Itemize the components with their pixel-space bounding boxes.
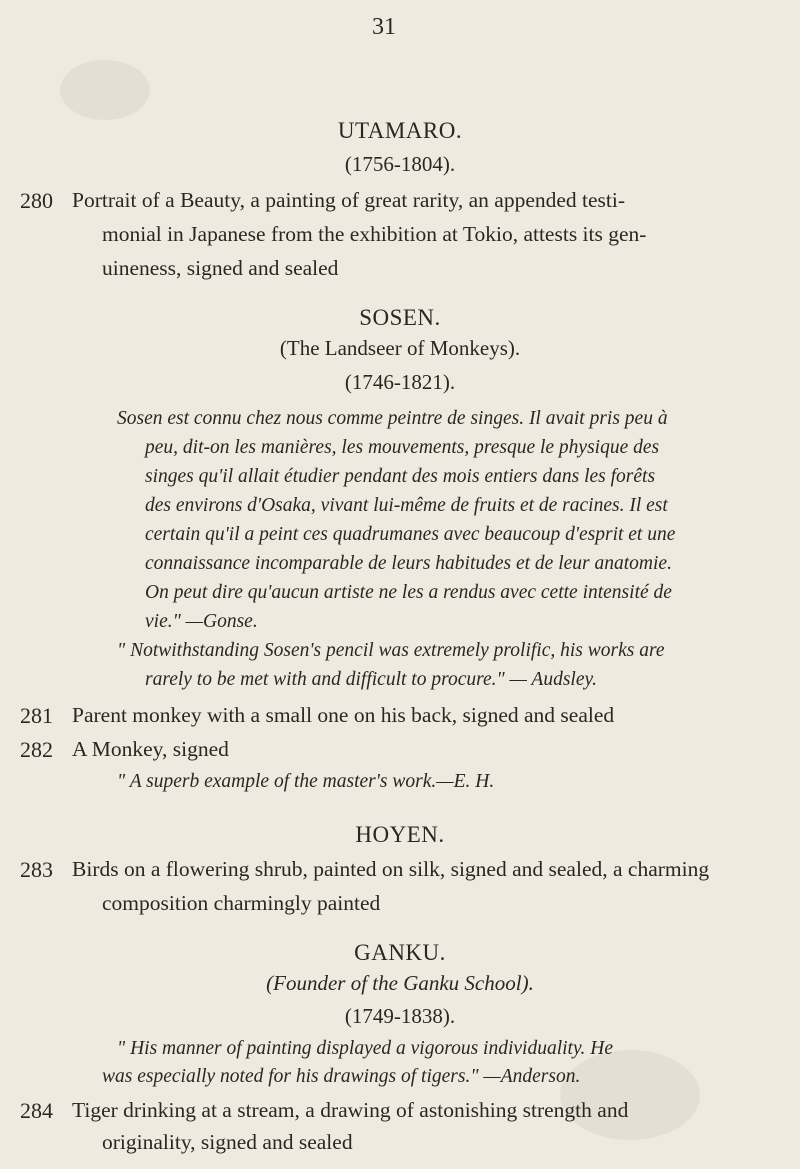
paper-stain — [60, 60, 150, 120]
lot-description: Portrait of a Beauty, a painting of great rarity, an appended testi- — [72, 188, 626, 212]
quote-line: " His manner of painting displayed a vigorous individuality. He — [117, 1038, 614, 1059]
lot-description: Tiger drinking at a stream, a drawing of astonishing strength and — [72, 1098, 629, 1122]
lot-description: A Monkey, signed — [72, 737, 229, 761]
artist-dates: (1746-1821). — [344, 370, 456, 394]
lot-description: Birds on a flowering shrub, painted on silk, signed and sealed, a charming — [72, 857, 710, 881]
quote-line: connaissance incomparable de leurs habitudes et de leur anatomie. — [145, 553, 672, 574]
quote-line: vie." —Gonse. — [145, 611, 258, 632]
quote-line: On peut dire qu'aucun artiste ne les a rendus avec cette intensité de — [145, 582, 672, 603]
quote-line: was especially noted for his drawings of tigers." —Anderson. — [102, 1066, 581, 1087]
lot-number: 284 — [20, 1098, 53, 1123]
lot-description: uineness, signed and sealed — [102, 256, 339, 280]
artist-dates: (1756-1804). — [344, 152, 456, 176]
artist-dates: (1749-1838). — [344, 1004, 456, 1028]
lot-description: monial in Japanese from the exhibition at Tokio, attests its gen- — [102, 222, 647, 246]
artist-heading: UTAMARO. — [337, 118, 463, 143]
artist-heading: GANKU. — [354, 940, 446, 965]
page-number: 31 — [372, 14, 396, 40]
artist-subtitle: (Founder of the Ganku School). — [266, 971, 534, 995]
lot-description: originality, signed and sealed — [102, 1130, 353, 1154]
paper-stain — [560, 1050, 700, 1140]
quote-line: " A superb example of the master's work.—E. H. — [117, 771, 495, 792]
quote-line: singes qu'il allait étudier pendant des mois entiers dans les forêts — [145, 466, 656, 487]
artist-heading: HOYEN. — [355, 822, 445, 847]
lot-number: 280 — [20, 188, 53, 213]
quote-line: des environs d'Osaka, vivant lui-même de fruits et de racines. Il est — [145, 495, 668, 516]
artist-subtitle: (The Landseer of Monkeys). — [279, 336, 521, 360]
lot-description: composition charmingly painted — [102, 891, 381, 915]
lot-description: Parent monkey with a small one on his back, signed and sealed — [72, 703, 615, 727]
lot-number: 283 — [20, 857, 53, 882]
quote-line: certain qu'il a peint ces quadrumanes avec beaucoup d'esprit et une — [145, 524, 676, 545]
quote-line: " Notwithstanding Sosen's pencil was extremely prolific, his works are — [117, 640, 665, 661]
quote-line: Sosen est connu chez nous comme peintre de singes. Il avait pris peu à — [117, 408, 668, 429]
artist-heading: SOSEN. — [359, 305, 441, 330]
quote-line: peu, dit-on les manières, les mouvements, presque le physique des — [145, 437, 660, 458]
lot-number: 281 — [20, 703, 53, 728]
lot-number: 282 — [20, 737, 53, 762]
quote-line: rarely to be met with and difficult to procure." — Audsley. — [145, 669, 597, 690]
